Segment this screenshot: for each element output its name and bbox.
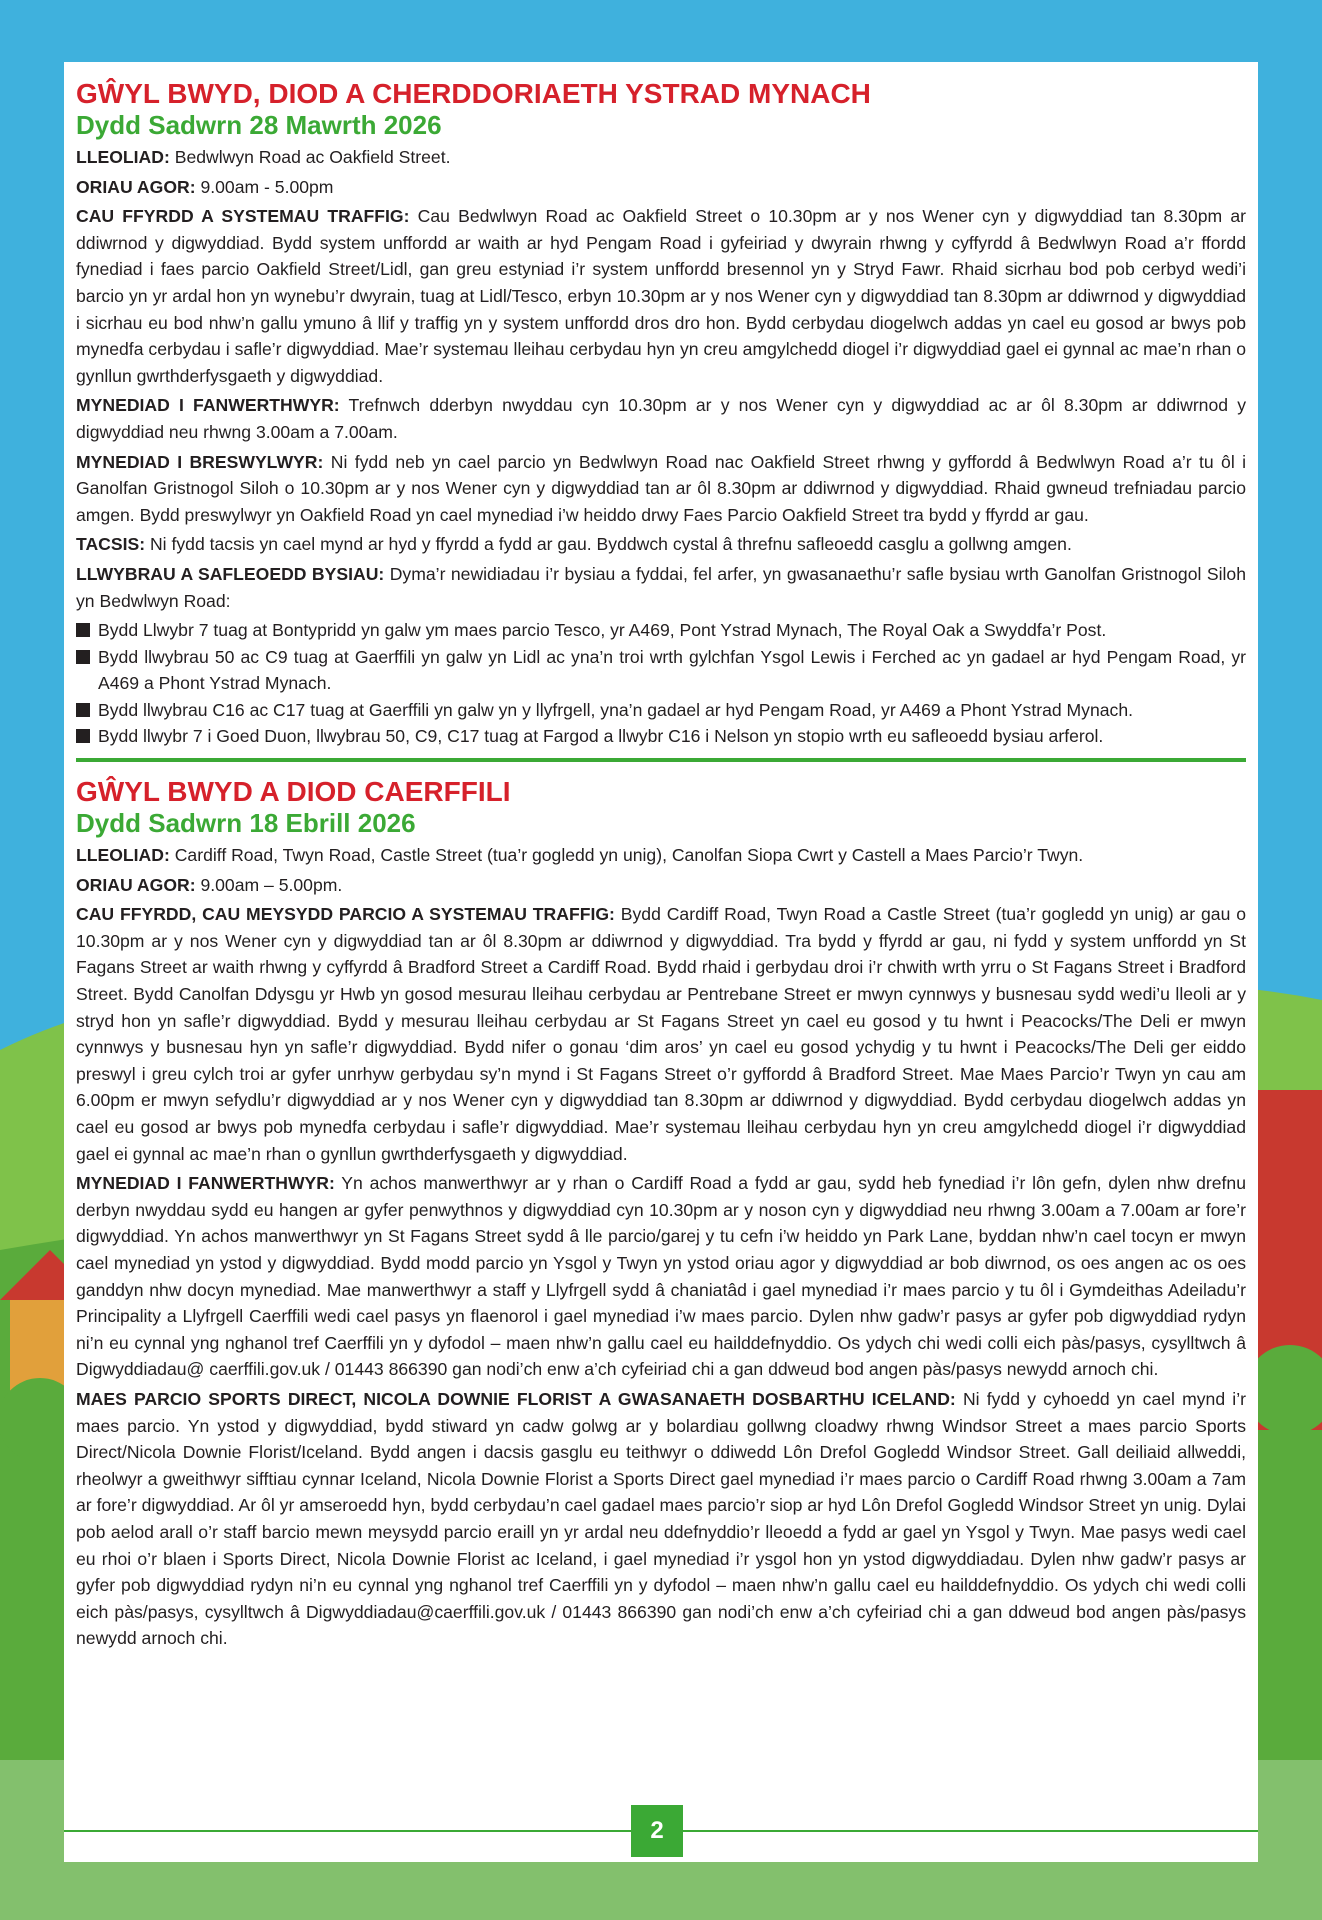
traders-access-paragraph [76,392,1246,445]
hours-text: 9.00am - 5.00pm [195,176,334,197]
event-date: Dydd Sadwrn 28 Mawrth 2026 [76,110,442,140]
bullet-square-icon [76,703,90,717]
list-item [76,723,1246,750]
location-label: LLEOLIAD: [76,845,170,866]
hours-paragraph [76,174,1246,201]
location-paragraph [76,144,1246,171]
list-item [76,697,1246,724]
traders-access-text: Yn achos manwerthwyr ar y rhan o Cardiff Road a fydd ar gau, sydd heb fynediad i’r lôn gefn, dylen nhw drefnu derbyn nwyddau sydd eu hangen ar gyfer penwythnos y digwyddiad cyn 10.30pm ar y noson cyn y digwyddiad neu rhwng 3.00am a 7.00am ar fore’r digwyddiad. Yn achos manwerthwyr yn St Fagans Street sydd â lle parcio/garej y tu cefn i’w heiddo yn Park Lane, byddan nhw’n cael tocyn er mwyn cael mynediad yn ystod y digwyddiad. Bydd modd parcio yn Ysgol y Twyn yn ystod oriau agor y digwyddiad ar bob diwrnod, os oes angen ac os oes ganddyn nhw docyn mynediad. Mae manwerthwyr a staff y Llyfrgell sydd â chaniatâd i gael mynediad i’r maes parcio y tu ôl i Gymdeithas Adeiladu’r Principality a Llyfrgell Caerffili wedi cael pasys yn flaenorol i gael mynediad i’w maes parcio. Dylen nhw gadw’r pasys ar gyfer pob digwyddiad rydyn ni’n eu cynnal yng nghanol tref Caerffili yn y dyfodol – maen nhw’n gallu cael eu hailddefnyddio. Os ydych chi wedi colli eich pàs/pasys, cysylltwch â Digwyddiadau@ caerffili.gov.uk / 01443 866390 gan nodi’ch enw a’ch cyfeiriad chi a gan ddweud bod angen pàs/pasys newydd arnoch chi. [76,1173,1247,1380]
hours-text: 9.00am – 5.00pm. [195,874,343,895]
hours-label: ORIAU AGOR: [76,176,196,197]
traders-access-text: Trefnwch dderbyn nwyddau cyn 10.30pm ar y nos Wener cyn y digwyddiad ac ar ôl 8.30pm ar ddiwrnod y digwyddiad neu rhwng 3.00am a 7.00am. [76,395,1247,442]
traders-access-label: MYNEDIAD I FANWERTHWYR: [76,1173,335,1194]
event-section-caerffili [76,776,1246,1652]
location-paragraph [76,842,1246,869]
bus-routes-text: Dyma’r newidiadau i’r bysiau a fyddai, fel arfer, yn gwasanaethu’r safle bysiau wrth Ganolfan Gristnogol Siloh yn Bedwlwyn Road: [76,563,1246,611]
road-closures-text: Cau Bedwlwyn Road ac Oakfield Street o 10.30pm ar y nos Wener cyn y digwyddiad tan 8.30pm ar ddiwrnod y digwyddiad. Bydd system unffordd ar waith ar hyd Pengam Road i gyfeiriad y dwyrain rhwng y cyffyrdd â Bedwlwyn Road a’r ffordd fynediad i faes parcio Oakfield Street/Lidl, gan greu estyniad i’r system unffordd bresennol yn y Stryd Fawr. Rhaid sicrhau bod pob cerbyd wedi’i barcio yn yr ardal hon yn wynebu’r dwyrain, tuag at Lidl/Tesco, erbyn 10.30pm ar y nos Wener cyn y digwyddiad tan 8.30pm ar ddiwrnod y digwyddiad i sicrhau eu bod nhw’n gallu ymuno â llif y traffig yn y system unffordd dros dro hon. Bydd cerbydau diogelwch addas yn cael eu gosod ar bwys pob mynedfa cerbydau i safle’r digwyddiad. Mae’r systemau lleihau cerbydau hyn yn creu amgylchedd diogel i’r digwyddiad gael ei gynnal ac mae’n rhan o gynllun gwrthderfysgaeth y digwyddiad. [76,206,1246,386]
residents-access-label: MYNEDIAD I BRESWYLWYR: [76,451,324,472]
bullet-square-icon [76,729,90,743]
bullet-square-icon [76,650,90,664]
location-text: Cardiff Road, Twyn Road, Castle Street (tua’r gogledd yn unig), Canolfan Siopa Cwrt y Castell a Maes Parcio’r Twyn. [169,845,1084,866]
road-closures-text: Bydd Cardiff Road, Twyn Road a Castle Street (tua’r gogledd yn unig) ar gau o 10.30pm ar y nos Wener cyn y digwyddiad tan ar ôl 8.30pm ar ddiwrnod y digwyddiad. Tra bydd y ffyrdd ar gau, ni fydd y system unffordd yn St Fagans Street ar waith rhwng y cyffyrdd â Bradford Street a Cardiff Road. Bydd rhaid i gerbydau droi i’r chwith wrth yrru o St Fagans Street i Bradford Street. Bydd Canolfan Ddysgu yr Hwb yn gosod mesurau lleihau cerbydau ar Pentrebane Street er mwyn cynnwys y busnesau sydd wedi’u lleoli ar y stryd hon yn safle’r digwyddiad. Bydd y mesurau lleihau cerbydau ar St Fagans Street yn cael eu gosod y tu hwnt i Peacocks/The Deli er mwyn cynnwys y busnesau hyn yn safle’r digwyddiad. Bydd nifer o gonau ‘dim aros’ yn cael eu gosod ychydig y tu hwnt i Peacocks/The Deli ger eiddo preswyl i greu cylch troi ar gyfer unrhyw gerbydau sy’n mynd i St Fagans Street o’r gyffordd â Bradford Street. Mae Maes Parcio’r Twyn yn cau am 6.00pm er mwyn sefydlu’r digwyddiad ar y nos Wener cyn y digwyddiad tan 8.30pm ar ddiwrnod y digwyddiad. Bydd cerbydau diogelwch addas yn cael eu gosod ar bwys pob mynedfa cerbydau i safle’r digwyddiad. Mae’r systemau lleihau cerbydau hyn yn creu amgylchedd diogel i’r digwyddiad gael ei gynnal ac mae’n rhan o gynllun gwrthderfysgaeth y digwyddiad. [76,904,1246,1164]
residents-access-paragraph [76,449,1246,529]
bus-routes-label: LLWYBRAU A SAFLEOEDD BYSIAU: [76,563,385,584]
road-closures-paragraph [76,901,1246,1167]
location-text: Bedwlwyn Road ac Oakfield Street. [169,147,451,167]
list-item-text: Bydd llwybrau C16 ac C17 tuag at Gaerffili yn galw yn y llyfrgell, yna’n gadael ar hyd Pengam Road, yr A469 a Phont Ystrad Mynach. [98,699,1134,720]
taxis-label: TACSIS: [76,534,146,555]
road-closures-label: CAU FFYRDD A SYSTEMAU TRAFFIG: [76,206,410,227]
road-closures-label: CAU FFYRDD, CAU MEYSYDD PARCIO A SYSTEMAU TRAFFIG: [76,904,615,925]
list-item-text: Bydd Llwybr 7 tuag at Bontypridd yn galw ym maes parcio Tesco, yr A469, Pont Ystrad Mynach, The Royal Oak a Swyddfa’r Post. [98,620,1107,641]
list-item [76,644,1246,697]
event-date: Dydd Sadwrn 18 Ebrill 2026 [76,808,416,839]
bullet-square-icon [76,623,90,637]
taxis-text: Ni fydd tacsis yn cael mynd ar hyd y ffyrdd a fydd ar gau. Byddwch cystal â threfnu safleoedd casglu a gollwng amgen. [145,534,1072,555]
taxis-paragraph [76,531,1246,558]
page-number: 2 [631,1805,683,1857]
car-park-text: Ni fydd y cyhoedd yn cael mynd i’r maes parcio. Yn ystod y digwyddiad, bydd stiward yn cadw golwg ar y bolardiau gollwng cloadwy rhwng Windsor Street a maes parcio Sports Direct/Nicola Downie Florist/Iceland. Bydd angen i dacsis gasglu eu teithwyr o ddiwedd Lôn Drefol Gogledd Windsor Street. Gall deiliaid allweddi, rheolwyr a gweithwyr sifftiau cynnar Iceland, Nicola Downie Florist a Sports Direct gael mynediad i’r maes parcio o Cardiff Road rhwng 3.00am a 7am ar fore’r digwyddiad. Ar ôl yr amseroedd hyn, bydd cerbydau’n cael gadael maes parcio’r siop ar hyd Lôn Drefol Gogledd Windsor Street yn unig. Dylai pob aelod arall o’r staff barcio mewn meysydd parcio eraill yn yr ardal neu ddefnyddio’r lleoedd a fydd ar gael yn Ysgol y Twyn. Mae pasys wedi cael eu rhoi o’r blaen i Sports Direct, Nicola Downie Florist ac Iceland, i gael mynediad i’r ysgol hon yn ystod digwyddiadau. Dylen nhw gadw’r pasys ar gyfer pob digwyddiad rydyn ni’n eu cynnal yng nghanol tref Caerffili yn y dyfodol – maen nhw’n gallu cael eu hailddefnyddio. Os ydych chi wedi colli eich pàs/pasys, cysylltwch â Digwyddiadau@caerffili.gov.uk / 01443 866390 gan nodi’ch enw a’ch cyfeiriad chi a gan ddweud bod angen pàs/pasys newydd arnoch chi. [76,1388,1246,1649]
page-content [76,78,1246,1655]
event-title: GŴYL BWYD A DIOD CAERFFILI [76,776,511,808]
traders-access-label: MYNEDIAD I FANWERTHWYR: [76,395,340,416]
hours-paragraph [76,872,1246,899]
bus-routes-list [76,617,1246,750]
traders-access-paragraph [76,1170,1246,1383]
section-divider [76,758,1246,762]
list-item-text: Bydd llwybr 7 i Goed Duon, llwybrau 50, C9, C17 tuag at Fargod a llwybr C16 i Nelson yn stopio wrth eu safleoedd bysiau arferol. [98,726,1104,747]
list-item [76,617,1246,644]
road-closures-paragraph [76,203,1246,389]
event-section-ystrad-mynach [76,78,1246,750]
event-title: GŴYL BWYD, DIOD A CHERDDORIAETH YSTRAD MYNACH [76,78,871,109]
hours-label: ORIAU AGOR: [76,874,196,895]
car-park-paragraph [76,1386,1246,1652]
list-item-text: Bydd llwybrau 50 ac C9 tuag at Gaerffili yn galw yn Lidl ac yna’n troi wrth gylchfan Ysgol Lewis i Ferched ac yn gadael ar hyd Pengam Road, yr A469 a Phont Ystrad Mynach. [98,646,1246,694]
car-park-label: MAES PARCIO SPORTS DIRECT, NICOLA DOWNIE FLORIST A GWASANAETH DOSBARTHU ICELAND: [76,1388,956,1409]
bus-routes-paragraph [76,561,1246,614]
residents-access-text: Ni fydd neb yn cael parcio yn Bedwlwyn Road nac Oakfield Street rhwng y gyffordd â Bedwlwyn Road a’r tu ôl i Ganolfan Gristnogol Siloh o 10.30pm ar y nos Wener cyn y digwyddiad tan ar ôl 8.30pm ar ddiwrnod y digwyddiad. Rhaid gwneud trefniadau parcio amgen. Bydd preswylwyr yn Oakfield Road yn cael mynediad i’w heiddo drwy Faes Parcio Oakfield Street tra bydd y ffyrdd ar gau. [76,451,1246,525]
location-label: LLEOLIAD: [76,147,170,167]
